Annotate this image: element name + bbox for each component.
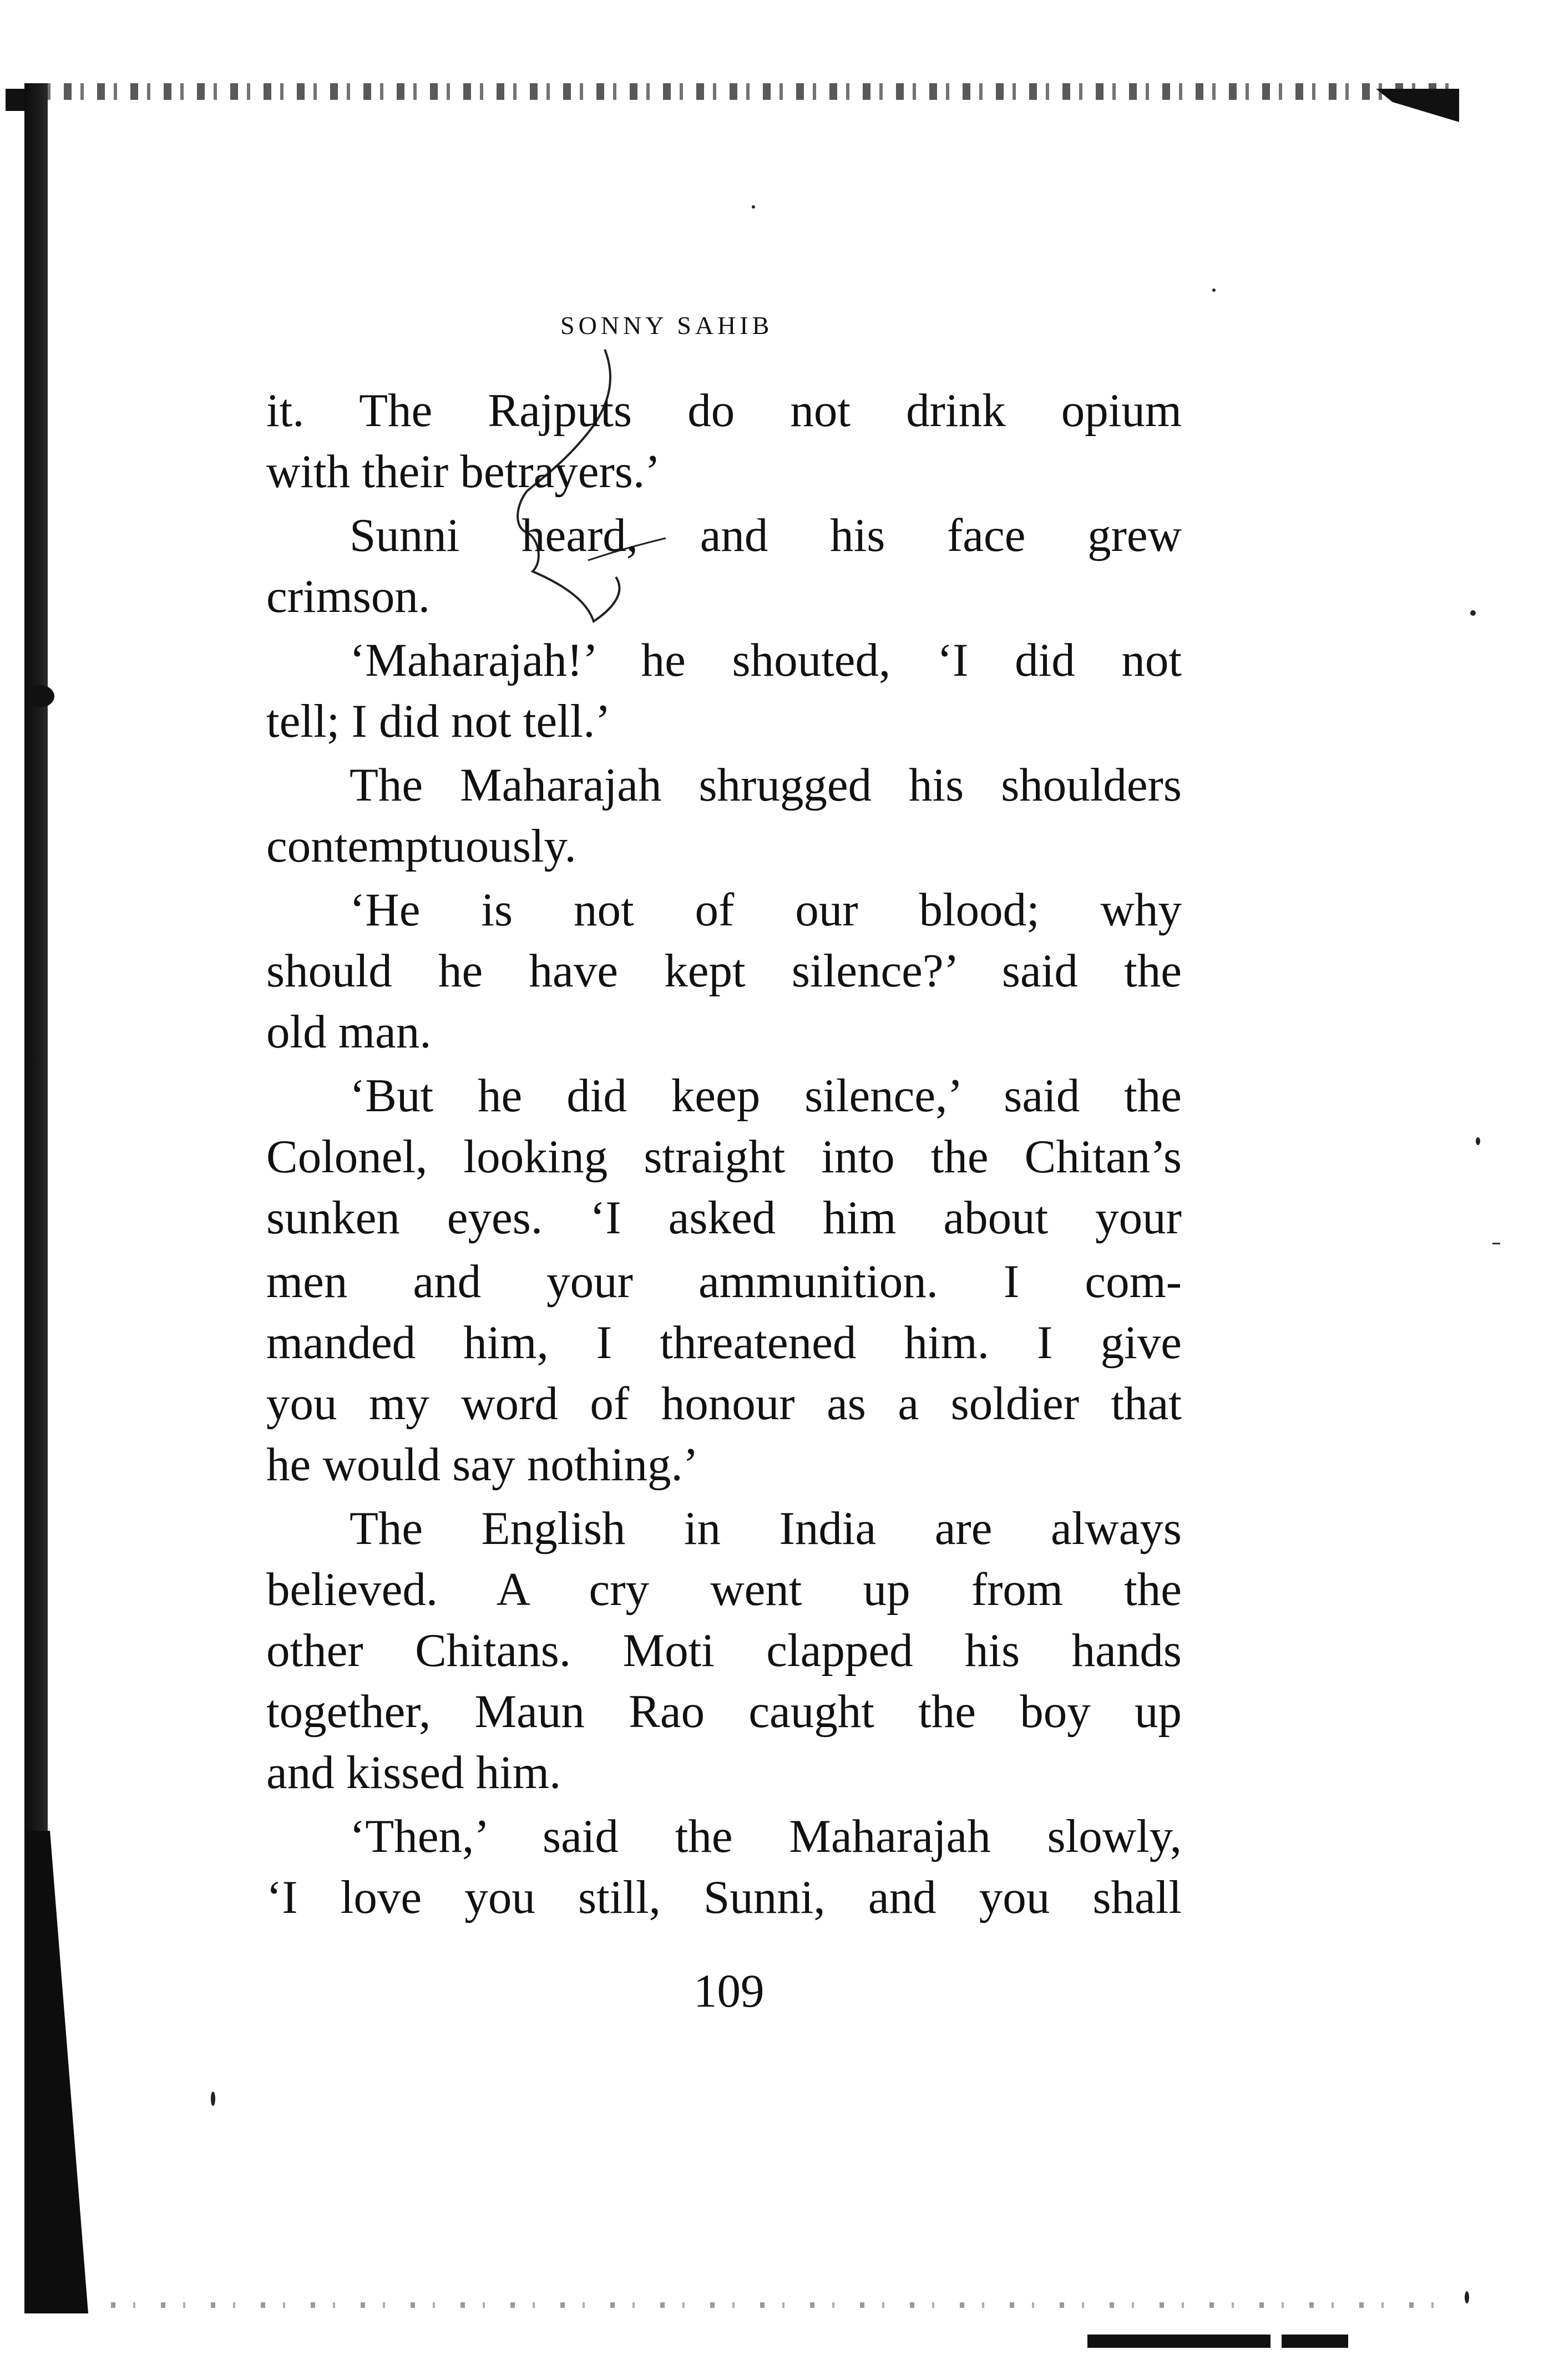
scan-bottom-bar [1282, 2335, 1348, 2348]
text-line: ‘He is not of our blood; why [350, 884, 1182, 936]
scan-bottom-edge [111, 2302, 1442, 2308]
text-line: crimson. [266, 570, 431, 622]
scan-speck [1476, 1137, 1480, 1145]
scan-speck [1212, 288, 1216, 292]
text-line: ‘But he did keep silence,’ said the [350, 1070, 1182, 1122]
text-line: it. The Rajputs do not drink opium [266, 384, 1182, 437]
text-line: The English in India are always [350, 1502, 1182, 1554]
running-head: SONNY SAHIB [560, 311, 773, 340]
scan-speck [211, 2092, 215, 2106]
scan-speck [1465, 2291, 1469, 2303]
text-line: should he have kept silence?’ said the [266, 945, 1182, 997]
text-line: Sunni heard, and his face grew [350, 509, 1182, 561]
scan-top-edge [31, 83, 1462, 100]
text-line: men and your ammunition. I com- [266, 1255, 1182, 1308]
text-line: contemptuously. [266, 820, 576, 872]
text-line: tell; I did not tell.’ [266, 695, 611, 747]
text-line: he would say nothing.’ [266, 1439, 699, 1491]
scan-top-corner [1376, 89, 1459, 122]
scan-left-notch [27, 685, 54, 707]
scan-speck [1492, 1243, 1500, 1244]
text-line: The Maharajah shrugged his shoulders [350, 759, 1182, 811]
text-line: ‘Maharajah!’ he shouted, ‘I did not [350, 634, 1182, 686]
scan-speck [752, 205, 755, 209]
text-line: manded him, I threatened him. I give [266, 1316, 1182, 1369]
text-line: you my word of honour as a soldier that [266, 1378, 1182, 1430]
scan-left-shadow-bottom [24, 1831, 88, 2313]
text-line: believed. A cry went up from the [266, 1563, 1182, 1616]
text-line: sunken eyes. ‘I asked him about your [266, 1192, 1182, 1244]
text-line: Colonel, looking straight into the Chitan’s [266, 1131, 1182, 1183]
text-line: with their betrayers.’ [266, 445, 661, 498]
text-line: ‘I love you still, Sunni, and you shall [266, 1871, 1182, 1923]
scan-bottom-bar [1087, 2335, 1270, 2348]
text-line: other Chitans. Moti clapped his hands [266, 1624, 1182, 1677]
page-number: 109 [694, 1965, 765, 2017]
text-line: ‘Then,’ said the Maharajah slowly, [350, 1810, 1182, 1862]
scan-speck [1470, 610, 1476, 616]
text-line: and kissed him. [266, 1746, 561, 1799]
text-line: together, Maun Rao caught the boy up [266, 1685, 1182, 1738]
text-line: old man. [266, 1006, 432, 1058]
